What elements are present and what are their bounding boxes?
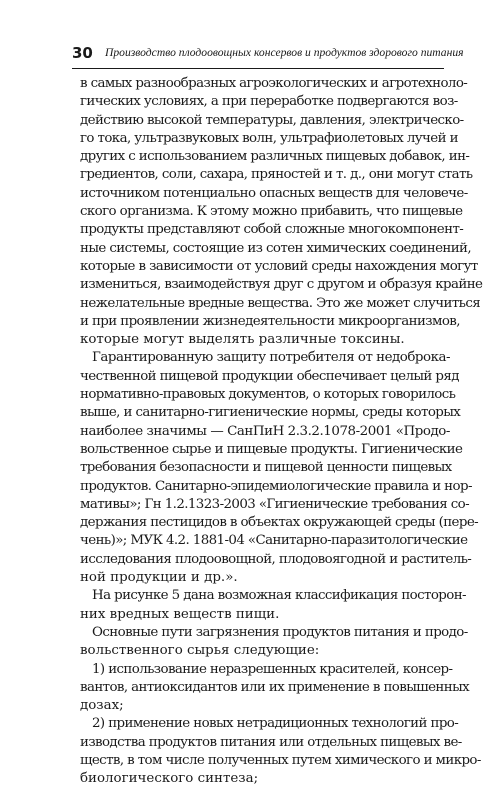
text-line: Основные пути загрязнения продуктов питания и продо- (92, 624, 468, 640)
text-line: исследования плодоовощной, плодовоягодной и раститель- (80, 551, 472, 567)
body-text (80, 75, 483, 789)
text-line: вольственного сырья следующие: (80, 643, 320, 659)
text-line: нежелательные вредные вещества. Это же может случиться (80, 295, 481, 311)
text-line: и при проявлении жизнедеятельности микроорганизмов, (80, 313, 460, 329)
text-line: 2) применение новых нетрадиционных технологий про- (92, 716, 459, 732)
text-line: продуктов. Санитарно-эпидемиологические правила и нор- (80, 478, 472, 494)
text-line: вольственное сырье и пищевые продукты. Гигиенические (80, 441, 463, 457)
text-line: которые в зависимости от условий среды нахождения могут (80, 258, 478, 274)
page-number: 30 (72, 44, 93, 62)
text-line: продукты представляют собой сложные многокомпонент- (80, 222, 464, 238)
text-line: ществ, в том числе полученных путем химического и микро- (80, 752, 481, 768)
text-line: биологического синтеза; (80, 771, 259, 787)
text-line: наиболее значимы — СанПиН 2.3.2.1078-2001 «Продо- (80, 423, 450, 439)
page-header (72, 44, 464, 66)
text-line: дозах; (80, 698, 124, 714)
text-line: мативы»; Гн 1.2.1323-2003 «Гигиенические требования со- (80, 496, 470, 512)
text-line: действию высокой температуры, давления, электрическо- (80, 112, 464, 128)
text-line: держания пестицидов в объектах окружающей среды (пере- (80, 515, 479, 531)
text-line: выше, и санитарно-гигиенические нормы, среды которых (80, 405, 461, 421)
running-title: Производство плодоовощных консервов и продуктов здорового питания (105, 46, 464, 59)
text-line: чень)»; МУК 4.2. 1881-04 «Санитарно-паразитологические (80, 533, 468, 549)
text-line: ные системы, состоящие из сотен химических соединений, (80, 240, 472, 256)
header-rule (72, 68, 444, 69)
text-line: измениться, взаимодействуя друг с другом и образуя крайне (80, 277, 483, 293)
text-line: ского организма. К этому можно прибавить, что пищевые (80, 204, 463, 220)
text-line: 1) использование неразрешенных красителей, консер- (92, 661, 453, 677)
text-line: гических условиях, а при переработке подвергаются воз- (80, 94, 458, 110)
text-line: нормативно-правовых документов, о которых говорилось (80, 387, 456, 403)
text-line: На рисунке 5 дана возможная классификация посторон- (92, 588, 466, 604)
text-line: чественной пищевой продукции обеспечивает целый ряд (80, 368, 459, 384)
text-line: ной продукции и др.». (80, 570, 238, 586)
text-line: в самых разнообразных агроэкологических и агротехноло- (80, 76, 468, 91)
text-line: го тока, ультразвуковых волн, ультрафиолетовых лучей и (80, 130, 458, 146)
text-line: требования безопасности и пищевой ценности пищевых (80, 460, 452, 476)
text-line: вантов, антиоксидантов или их применение в повышенных (80, 679, 470, 695)
text-line: которые могут выделять различные токсины. (80, 332, 405, 348)
text-line: изводства продуктов питания или отдельных пищевых ве- (80, 734, 462, 750)
text-line: Гарантированную защиту потребителя от недоброка- (92, 350, 450, 366)
text-line: других с использованием различных пищевых добавок, ин- (80, 149, 470, 165)
text-line: гредиентов, соли, сахара, пряностей и т. д., они могут стать (80, 167, 473, 183)
text-line: них вредных веществ пищи. (80, 606, 280, 622)
text-line: источником потенциально опасных веществ для человече- (80, 185, 468, 201)
